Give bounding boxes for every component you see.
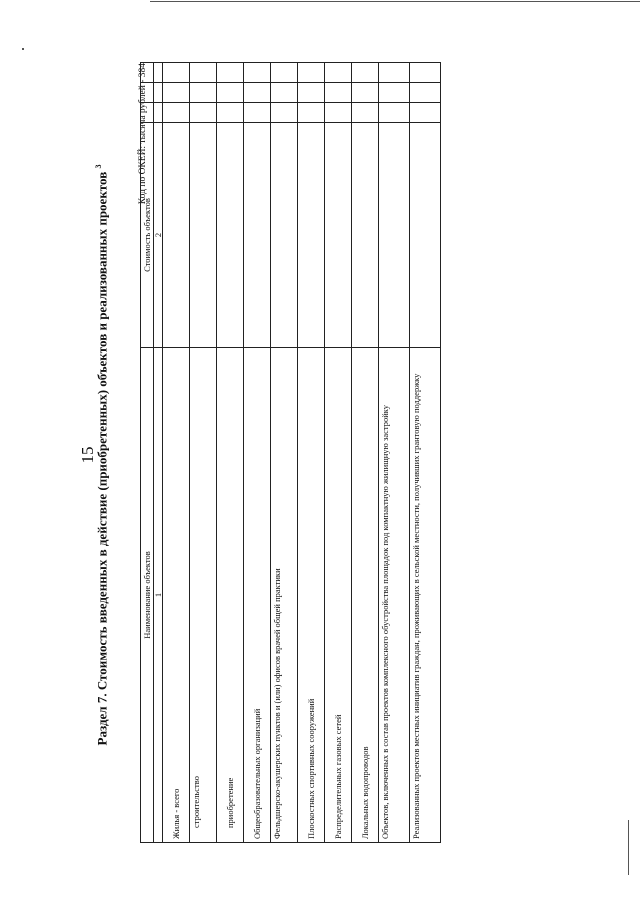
row-blank — [244, 83, 271, 103]
scan-edge-line — [150, 1, 640, 2]
section-footnote-mark: 3 — [94, 164, 103, 169]
row-value[interactable] — [163, 123, 190, 348]
table-row — [325, 63, 352, 843]
row-blank — [352, 103, 379, 123]
scan-dot — [22, 48, 24, 50]
page-number: 15 — [78, 446, 97, 464]
table-row — [163, 63, 190, 843]
table-row — [271, 63, 298, 843]
row-blank — [217, 103, 244, 123]
row-blank — [298, 63, 325, 83]
row-label: Локальных водопроводов — [352, 348, 379, 843]
row-value[interactable] — [379, 123, 410, 348]
row-label: приобретение — [217, 348, 244, 843]
rotated-page — [78, 40, 478, 870]
row-blank — [379, 63, 410, 83]
header-blank-3 — [141, 63, 154, 83]
row-blank — [271, 103, 298, 123]
row-blank — [325, 63, 352, 83]
row-blank — [190, 83, 217, 103]
row-blank — [379, 103, 410, 123]
row-value[interactable] — [325, 123, 352, 348]
row-label: Распределительных газовых сетей — [325, 348, 352, 843]
row-blank — [163, 83, 190, 103]
row-blank — [379, 83, 410, 103]
row-blank — [410, 103, 441, 123]
table-row — [244, 63, 271, 843]
table-row — [217, 63, 244, 843]
cost-table — [140, 62, 441, 843]
header-object-cost: Стоимость объектов — [141, 123, 154, 348]
row-value[interactable] — [410, 123, 441, 348]
section-title-text: Раздел 7. Стоимость введенных в действие (приобретенных) объектов и реализованных проектов — [94, 171, 110, 746]
table-row — [379, 63, 410, 843]
row-label: Общеобразовательных организаций — [244, 348, 271, 843]
row-label: строительство — [190, 348, 217, 843]
row-blank — [163, 103, 190, 123]
row-blank — [244, 63, 271, 83]
row-value[interactable] — [298, 123, 325, 348]
row-blank — [217, 63, 244, 83]
row-value[interactable] — [271, 123, 298, 348]
row-blank — [271, 63, 298, 83]
table-row — [410, 63, 441, 843]
scan-edge-mark — [628, 820, 629, 875]
row-blank — [325, 103, 352, 123]
row-blank — [163, 63, 190, 83]
section-title — [94, 40, 110, 870]
okei-code: Код по ОКЕЙ: тысяча рублей - 384 — [138, 63, 148, 205]
row-blank — [352, 83, 379, 103]
row-label: Плоскостных спортивных сооружений — [298, 348, 325, 843]
row-blank — [298, 83, 325, 103]
row-label: Фельдшерско-акушерских пунктов и (или) офисов врачей общей практики — [271, 348, 298, 843]
row-value[interactable] — [244, 123, 271, 348]
column-number-1: 1 — [154, 348, 163, 843]
table-row — [190, 63, 217, 843]
header-blank-1 — [141, 103, 154, 123]
row-label: Жилья - всего — [163, 348, 190, 843]
column-number-blank-2 — [154, 83, 163, 103]
row-blank — [352, 63, 379, 83]
row-blank — [271, 83, 298, 103]
row-blank — [190, 63, 217, 83]
table-row — [352, 63, 379, 843]
column-number-2: 2 — [154, 123, 163, 348]
row-blank — [298, 103, 325, 123]
header-object-name: Наименование объектов — [141, 348, 154, 843]
row-label: Объектов, включенных в состав проектов комплексного обустройства площадок под компактную жилищную застройку — [379, 348, 410, 843]
row-blank — [325, 83, 352, 103]
row-blank — [410, 83, 441, 103]
column-number-blank-1 — [154, 103, 163, 123]
table-row — [298, 63, 325, 843]
row-blank — [410, 63, 441, 83]
row-value[interactable] — [190, 123, 217, 348]
row-blank — [217, 83, 244, 103]
row-blank — [244, 103, 271, 123]
header-blank-2 — [141, 83, 154, 103]
row-value[interactable] — [217, 123, 244, 348]
row-blank — [190, 103, 217, 123]
row-label: Реализованных проектов местных инициатив граждан, проживающих в сельской местности, получивших грантовую поддержку — [410, 348, 441, 843]
row-value[interactable] — [352, 123, 379, 348]
column-number-blank-3 — [154, 63, 163, 83]
